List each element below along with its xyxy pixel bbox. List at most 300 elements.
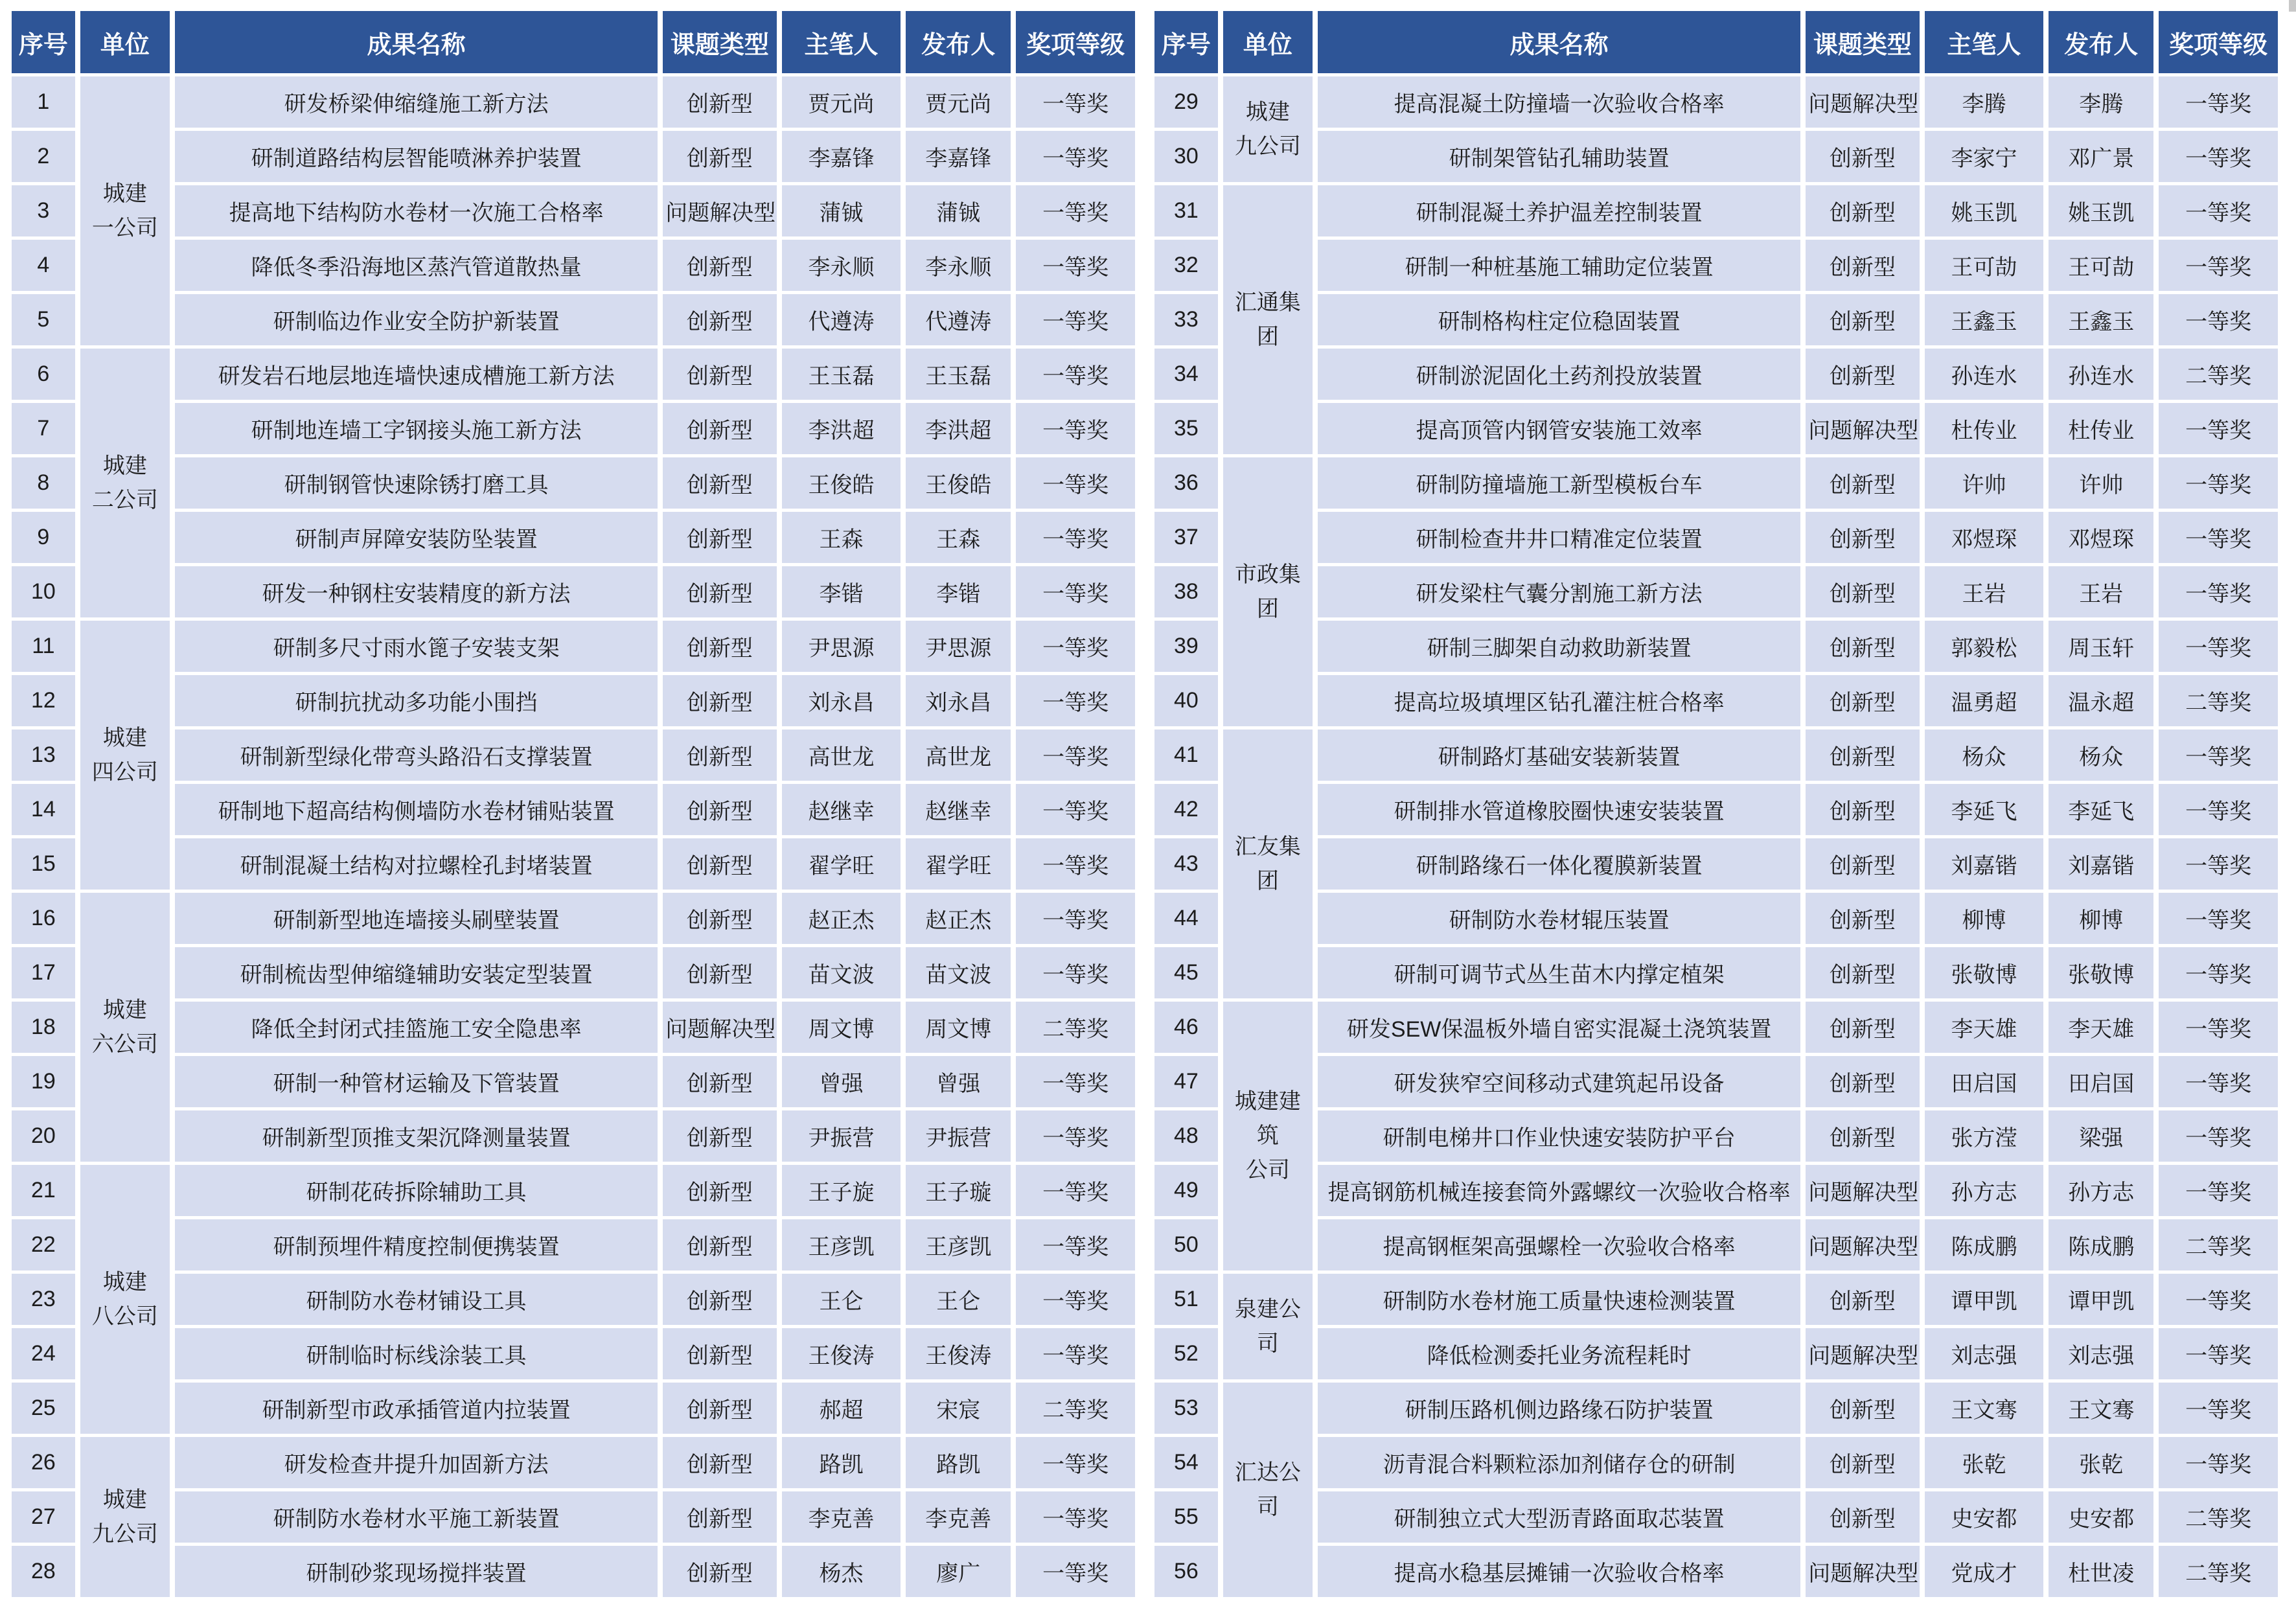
award-cell: 一等奖 bbox=[1016, 675, 1135, 726]
row-number-cell: 38 bbox=[1154, 566, 1218, 617]
topic-type-cell: 创新型 bbox=[663, 1383, 776, 1434]
publisher-cell: 张敬博 bbox=[2049, 947, 2153, 998]
unit-cell: 城建 九公司 bbox=[1223, 76, 1313, 182]
achievement-name-cell: 研制排水管道橡胶圈快速安装装置 bbox=[1318, 784, 1800, 835]
publisher-cell: 王子璇 bbox=[906, 1165, 1011, 1216]
table-row bbox=[1154, 131, 2278, 182]
achievement-name-cell: 研制花砖拆除辅助工具 bbox=[175, 1165, 658, 1216]
achievement-name-cell: 研制防水卷材辊压装置 bbox=[1318, 893, 1800, 944]
achievement-name-cell: 研制地连墙工字钢接头施工新方法 bbox=[175, 403, 658, 454]
achievement-name-cell: 提高混凝土防撞墙一次验收合格率 bbox=[1318, 76, 1800, 128]
table-row bbox=[1154, 457, 2278, 509]
publisher-cell: 谭甲凯 bbox=[2049, 1274, 2153, 1325]
award-cell: 一等奖 bbox=[1016, 1110, 1135, 1162]
topic-type-cell: 创新型 bbox=[663, 512, 776, 563]
publisher-cell: 尹思源 bbox=[906, 621, 1011, 672]
author-cell: 杨众 bbox=[1925, 730, 2044, 781]
table-row bbox=[12, 240, 1135, 291]
table-row bbox=[12, 1274, 1135, 1325]
author-cell: 许帅 bbox=[1925, 457, 2044, 509]
achievement-name-cell: 研制梳齿型伸缩缝辅助安装定型装置 bbox=[175, 947, 658, 998]
award-cell: 一等奖 bbox=[1016, 1437, 1135, 1488]
topic-type-cell: 创新型 bbox=[1806, 1383, 1919, 1434]
publisher-cell: 田启国 bbox=[2049, 1056, 2153, 1107]
table-row bbox=[12, 349, 1135, 400]
topic-type-cell: 创新型 bbox=[663, 1328, 776, 1379]
row-number-cell: 34 bbox=[1154, 349, 1218, 400]
publisher-cell: 王鑫玉 bbox=[2049, 294, 2153, 345]
table-row bbox=[12, 1165, 1135, 1216]
author-cell: 杨杰 bbox=[782, 1546, 901, 1597]
achievement-name-cell: 研制新型地连墙接头刷壁装置 bbox=[175, 893, 658, 944]
publisher-cell: 邓广景 bbox=[2049, 131, 2153, 182]
table-row bbox=[12, 566, 1135, 617]
award-cell: 一等奖 bbox=[2159, 1274, 2278, 1325]
award-cell: 一等奖 bbox=[2159, 294, 2278, 345]
author-cell: 李锴 bbox=[782, 566, 901, 617]
achievement-name-cell: 研制防撞墙施工新型模板台车 bbox=[1318, 457, 1800, 509]
achievement-name-cell: 研制新型绿化带弯头路沿石支撑装置 bbox=[175, 730, 658, 781]
row-number-cell: 37 bbox=[1154, 512, 1218, 563]
achievement-name-cell: 研发一种钢柱安装精度的新方法 bbox=[175, 566, 658, 617]
table-row bbox=[12, 947, 1135, 998]
topic-type-cell: 创新型 bbox=[663, 1437, 776, 1488]
achievement-name-cell: 研制压路机侧边路缘石防护装置 bbox=[1318, 1383, 1800, 1434]
table-row bbox=[12, 512, 1135, 563]
table-row bbox=[1154, 1165, 2278, 1216]
topic-type-cell: 创新型 bbox=[1806, 1491, 1919, 1543]
author-cell: 李永顺 bbox=[782, 240, 901, 291]
publisher-cell: 李腾 bbox=[2049, 76, 2153, 128]
row-number-cell: 36 bbox=[1154, 457, 1218, 509]
topic-type-cell: 问题解决型 bbox=[1806, 1546, 1919, 1597]
author-cell: 田启国 bbox=[1925, 1056, 2044, 1107]
row-number-cell: 32 bbox=[1154, 240, 1218, 291]
unit-cell: 城建建筑 公司 bbox=[1223, 1002, 1313, 1270]
achievement-name-cell: 提高垃圾填埋区钻孔灌注桩合格率 bbox=[1318, 675, 1800, 726]
achievement-name-cell: 研制道路结构层智能喷淋养护装置 bbox=[175, 131, 658, 182]
achievement-name-cell: 提高钢框架高强螺栓一次验收合格率 bbox=[1318, 1219, 1800, 1270]
publisher-cell: 王俊涛 bbox=[906, 1328, 1011, 1379]
topic-type-cell: 创新型 bbox=[1806, 838, 1919, 890]
table-row bbox=[1154, 403, 2278, 454]
window-edge-artifact bbox=[2289, 0, 2296, 12]
topic-type-cell: 创新型 bbox=[1806, 240, 1919, 291]
author-cell: 路凯 bbox=[782, 1437, 901, 1488]
table-row bbox=[1154, 675, 2278, 726]
author-cell: 王子旋 bbox=[782, 1165, 901, 1216]
award-cell: 二等奖 bbox=[2159, 1219, 2278, 1270]
topic-type-cell: 创新型 bbox=[663, 784, 776, 835]
achievement-name-cell: 研制三脚架自动救助新装置 bbox=[1318, 621, 1800, 672]
topic-type-cell: 创新型 bbox=[663, 1274, 776, 1325]
row-number-cell: 24 bbox=[12, 1328, 75, 1379]
achievement-name-cell: 提高顶管内钢管安装施工效率 bbox=[1318, 403, 1800, 454]
topic-type-cell: 创新型 bbox=[1806, 947, 1919, 998]
results-table-right bbox=[1149, 8, 2283, 1600]
achievement-name-cell: 研制路缘石一体化覆膜新装置 bbox=[1318, 838, 1800, 890]
achievement-name-cell: 研制一种桩基施工辅助定位装置 bbox=[1318, 240, 1800, 291]
achievement-name-cell: 研制声屏障安装防坠装置 bbox=[175, 512, 658, 563]
table-row bbox=[1154, 621, 2278, 672]
row-number-cell: 40 bbox=[1154, 675, 1218, 726]
table-row bbox=[1154, 566, 2278, 617]
author-cell: 谭甲凯 bbox=[1925, 1274, 2044, 1325]
publisher-cell: 蒲铖 bbox=[906, 185, 1011, 236]
achievement-name-cell: 降低全封闭式挂篮施工安全隐患率 bbox=[175, 1002, 658, 1053]
award-cell: 一等奖 bbox=[1016, 730, 1135, 781]
publisher-cell: 邓煜琛 bbox=[2049, 512, 2153, 563]
unit-cell: 泉建公司 bbox=[1223, 1274, 1313, 1379]
table-row bbox=[1154, 784, 2278, 835]
achievement-name-cell: 降低检测委托业务流程耗时 bbox=[1318, 1328, 1800, 1379]
publisher-cell: 翟学旺 bbox=[906, 838, 1011, 890]
unit-cell: 汇通集团 bbox=[1223, 185, 1313, 454]
table-row bbox=[1154, 76, 2278, 128]
row-number-cell: 11 bbox=[12, 621, 75, 672]
topic-type-cell: 创新型 bbox=[1806, 457, 1919, 509]
author-cell: 尹思源 bbox=[782, 621, 901, 672]
table-row bbox=[1154, 1002, 2278, 1053]
column-header: 单位 bbox=[1223, 11, 1313, 73]
table-row bbox=[12, 1056, 1135, 1107]
author-cell: 尹振营 bbox=[782, 1110, 901, 1162]
row-number-cell: 56 bbox=[1154, 1546, 1218, 1597]
publisher-cell: 曾强 bbox=[906, 1056, 1011, 1107]
award-cell: 二等奖 bbox=[2159, 675, 2278, 726]
author-cell: 张敬博 bbox=[1925, 947, 2044, 998]
row-number-cell: 15 bbox=[12, 838, 75, 890]
publisher-cell: 李嘉锋 bbox=[906, 131, 1011, 182]
author-cell: 柳博 bbox=[1925, 893, 2044, 944]
publisher-cell: 廖广 bbox=[906, 1546, 1011, 1597]
award-cell: 一等奖 bbox=[1016, 185, 1135, 236]
topic-type-cell: 创新型 bbox=[663, 838, 776, 890]
publisher-cell: 许帅 bbox=[2049, 457, 2153, 509]
unit-cell: 城建 一公司 bbox=[80, 76, 170, 345]
column-header: 成果名称 bbox=[1318, 11, 1800, 73]
achievement-name-cell: 研制临边作业安全防护新装置 bbox=[175, 294, 658, 345]
row-number-cell: 30 bbox=[1154, 131, 1218, 182]
topic-type-cell: 创新型 bbox=[1806, 784, 1919, 835]
publisher-cell: 姚玉凯 bbox=[2049, 185, 2153, 236]
achievement-name-cell: 研制防水卷材水平施工新装置 bbox=[175, 1491, 658, 1543]
column-header: 奖项等级 bbox=[2159, 11, 2278, 73]
row-number-cell: 41 bbox=[1154, 730, 1218, 781]
author-cell: 孙方志 bbox=[1925, 1165, 2044, 1216]
award-cell: 一等奖 bbox=[2159, 784, 2278, 835]
column-header: 发布人 bbox=[906, 11, 1011, 73]
award-cell: 一等奖 bbox=[1016, 784, 1135, 835]
topic-type-cell: 创新型 bbox=[1806, 1437, 1919, 1488]
unit-cell: 城建 九公司 bbox=[80, 1437, 170, 1597]
table-row bbox=[1154, 893, 2278, 944]
achievement-name-cell: 研制新型顶推支架沉降测量装置 bbox=[175, 1110, 658, 1162]
author-cell: 王文骞 bbox=[1925, 1383, 2044, 1434]
row-number-cell: 9 bbox=[12, 512, 75, 563]
table-row bbox=[1154, 730, 2278, 781]
row-number-cell: 51 bbox=[1154, 1274, 1218, 1325]
author-cell: 李家宁 bbox=[1925, 131, 2044, 182]
publisher-cell: 孙方志 bbox=[2049, 1165, 2153, 1216]
table-row bbox=[1154, 240, 2278, 291]
row-number-cell: 19 bbox=[12, 1056, 75, 1107]
publisher-cell: 周文博 bbox=[906, 1002, 1011, 1053]
row-number-cell: 53 bbox=[1154, 1383, 1218, 1434]
achievement-name-cell: 研发桥梁伸缩缝施工新方法 bbox=[175, 76, 658, 128]
row-number-cell: 23 bbox=[12, 1274, 75, 1325]
topic-type-cell: 创新型 bbox=[663, 403, 776, 454]
table-row bbox=[12, 621, 1135, 672]
row-number-cell: 33 bbox=[1154, 294, 1218, 345]
award-cell: 一等奖 bbox=[2159, 566, 2278, 617]
achievement-name-cell: 研制路灯基础安装新装置 bbox=[1318, 730, 1800, 781]
tables-container bbox=[6, 8, 2283, 1600]
unit-cell: 城建 二公司 bbox=[80, 349, 170, 617]
topic-type-cell: 问题解决型 bbox=[1806, 403, 1919, 454]
publisher-cell: 王玉磊 bbox=[906, 349, 1011, 400]
achievement-name-cell: 研制地下超高结构侧墙防水卷材铺贴装置 bbox=[175, 784, 658, 835]
table-row bbox=[12, 1546, 1135, 1597]
column-header: 序号 bbox=[1154, 11, 1218, 73]
author-cell: 周文博 bbox=[782, 1002, 901, 1053]
achievement-name-cell: 研制架管钻孔辅助装置 bbox=[1318, 131, 1800, 182]
achievement-name-cell: 研制可调节式丛生苗木内撑定植架 bbox=[1318, 947, 1800, 998]
header-row bbox=[12, 11, 1135, 73]
topic-type-cell: 创新型 bbox=[663, 1546, 776, 1597]
publisher-cell: 王岩 bbox=[2049, 566, 2153, 617]
table-row bbox=[12, 1383, 1135, 1434]
row-number-cell: 8 bbox=[12, 457, 75, 509]
row-number-cell: 31 bbox=[1154, 185, 1218, 236]
publisher-cell: 代遵涛 bbox=[906, 294, 1011, 345]
table-row bbox=[12, 185, 1135, 236]
row-number-cell: 35 bbox=[1154, 403, 1218, 454]
column-header: 序号 bbox=[12, 11, 75, 73]
column-header: 成果名称 bbox=[175, 11, 658, 73]
author-cell: 李天雄 bbox=[1925, 1002, 2044, 1053]
row-number-cell: 13 bbox=[12, 730, 75, 781]
table-row bbox=[12, 294, 1135, 345]
award-cell: 一等奖 bbox=[1016, 1491, 1135, 1543]
topic-type-cell: 创新型 bbox=[1806, 730, 1919, 781]
publisher-cell: 路凯 bbox=[906, 1437, 1011, 1488]
row-number-cell: 18 bbox=[12, 1002, 75, 1053]
author-cell: 赵继幸 bbox=[782, 784, 901, 835]
award-cell: 一等奖 bbox=[2159, 1165, 2278, 1216]
author-cell: 赵正杰 bbox=[782, 893, 901, 944]
achievement-name-cell: 研发SEW保温板外墙自密实混凝土浇筑装置 bbox=[1318, 1002, 1800, 1053]
topic-type-cell: 问题解决型 bbox=[1806, 76, 1919, 128]
table-row bbox=[1154, 1056, 2278, 1107]
award-cell: 一等奖 bbox=[1016, 566, 1135, 617]
publisher-cell: 刘永昌 bbox=[906, 675, 1011, 726]
award-cell: 一等奖 bbox=[2159, 621, 2278, 672]
publisher-cell: 刘志强 bbox=[2049, 1328, 2153, 1379]
achievement-name-cell: 研发岩石地层地连墙快速成槽施工新方法 bbox=[175, 349, 658, 400]
award-cell: 一等奖 bbox=[2159, 947, 2278, 998]
publisher-cell: 张乾 bbox=[2049, 1437, 2153, 1488]
author-cell: 刘永昌 bbox=[782, 675, 901, 726]
achievement-name-cell: 研制新型市政承插管道内拉装置 bbox=[175, 1383, 658, 1434]
unit-cell: 市政集团 bbox=[1223, 457, 1313, 726]
column-header: 单位 bbox=[80, 11, 170, 73]
award-cell: 一等奖 bbox=[2159, 131, 2278, 182]
table-row bbox=[1154, 1110, 2278, 1162]
author-cell: 王森 bbox=[782, 512, 901, 563]
award-cell: 一等奖 bbox=[2159, 838, 2278, 890]
publisher-cell: 周玉轩 bbox=[2049, 621, 2153, 672]
achievement-name-cell: 研制抗扰动多功能小围挡 bbox=[175, 675, 658, 726]
table-row bbox=[12, 131, 1135, 182]
topic-type-cell: 创新型 bbox=[1806, 1274, 1919, 1325]
achievement-name-cell: 研制独立式大型沥青路面取芯装置 bbox=[1318, 1491, 1800, 1543]
table-row bbox=[1154, 512, 2278, 563]
column-header: 发布人 bbox=[2049, 11, 2153, 73]
topic-type-cell: 创新型 bbox=[1806, 893, 1919, 944]
row-number-cell: 12 bbox=[12, 675, 75, 726]
table-row bbox=[12, 675, 1135, 726]
topic-type-cell: 创新型 bbox=[1806, 185, 1919, 236]
column-header: 主笔人 bbox=[782, 11, 901, 73]
author-cell: 史安都 bbox=[1925, 1491, 2044, 1543]
publisher-cell: 赵继幸 bbox=[906, 784, 1011, 835]
column-header: 课题类型 bbox=[663, 11, 776, 73]
award-cell: 一等奖 bbox=[2159, 1110, 2278, 1162]
author-cell: 李腾 bbox=[1925, 76, 2044, 128]
award-cell: 一等奖 bbox=[2159, 403, 2278, 454]
row-number-cell: 46 bbox=[1154, 1002, 1218, 1053]
award-cell: 一等奖 bbox=[2159, 76, 2278, 128]
award-cell: 一等奖 bbox=[1016, 131, 1135, 182]
publisher-cell: 尹振营 bbox=[906, 1110, 1011, 1162]
topic-type-cell: 创新型 bbox=[663, 947, 776, 998]
table-row bbox=[12, 1002, 1135, 1053]
award-cell: 二等奖 bbox=[1016, 1383, 1135, 1434]
topic-type-cell: 创新型 bbox=[663, 1491, 776, 1543]
row-number-cell: 39 bbox=[1154, 621, 1218, 672]
author-cell: 李嘉锋 bbox=[782, 131, 901, 182]
table-row bbox=[1154, 1328, 2278, 1379]
unit-cell: 城建 六公司 bbox=[80, 893, 170, 1162]
row-number-cell: 55 bbox=[1154, 1491, 1218, 1543]
publisher-cell: 杜世凌 bbox=[2049, 1546, 2153, 1597]
award-cell: 二等奖 bbox=[2159, 349, 2278, 400]
table-row bbox=[1154, 1437, 2278, 1488]
topic-type-cell: 创新型 bbox=[1806, 1056, 1919, 1107]
award-cell: 一等奖 bbox=[1016, 893, 1135, 944]
award-cell: 一等奖 bbox=[1016, 1165, 1135, 1216]
award-cell: 一等奖 bbox=[2159, 1002, 2278, 1053]
topic-type-cell: 问题解决型 bbox=[663, 1002, 776, 1053]
award-cell: 一等奖 bbox=[2159, 730, 2278, 781]
row-number-cell: 49 bbox=[1154, 1165, 1218, 1216]
author-cell: 曾强 bbox=[782, 1056, 901, 1107]
publisher-cell: 李永顺 bbox=[906, 240, 1011, 291]
award-cell: 一等奖 bbox=[1016, 457, 1135, 509]
row-number-cell: 42 bbox=[1154, 784, 1218, 835]
author-cell: 王彦凯 bbox=[782, 1219, 901, 1270]
author-cell: 刘嘉锴 bbox=[1925, 838, 2044, 890]
award-cell: 一等奖 bbox=[1016, 947, 1135, 998]
row-number-cell: 10 bbox=[12, 566, 75, 617]
unit-cell: 城建 四公司 bbox=[80, 621, 170, 890]
publisher-cell: 梁强 bbox=[2049, 1110, 2153, 1162]
award-cell: 一等奖 bbox=[2159, 1437, 2278, 1488]
award-cell: 一等奖 bbox=[2159, 457, 2278, 509]
publisher-cell: 刘嘉锴 bbox=[2049, 838, 2153, 890]
publisher-cell: 杜传业 bbox=[2049, 403, 2153, 454]
achievement-name-cell: 研制多尺寸雨水篦子安装支架 bbox=[175, 621, 658, 672]
table-row bbox=[1154, 838, 2278, 890]
topic-type-cell: 创新型 bbox=[663, 730, 776, 781]
row-number-cell: 29 bbox=[1154, 76, 1218, 128]
topic-type-cell: 创新型 bbox=[1806, 512, 1919, 563]
author-cell: 王仑 bbox=[782, 1274, 901, 1325]
row-number-cell: 28 bbox=[12, 1546, 75, 1597]
topic-type-cell: 创新型 bbox=[1806, 1110, 1919, 1162]
award-cell: 一等奖 bbox=[1016, 403, 1135, 454]
author-cell: 高世龙 bbox=[782, 730, 901, 781]
row-number-cell: 50 bbox=[1154, 1219, 1218, 1270]
topic-type-cell: 创新型 bbox=[1806, 1002, 1919, 1053]
achievement-name-cell: 研制一种管材运输及下管装置 bbox=[175, 1056, 658, 1107]
award-cell: 二等奖 bbox=[2159, 1546, 2278, 1597]
achievement-name-cell: 降低冬季沿海地区蒸汽管道散热量 bbox=[175, 240, 658, 291]
award-cell: 一等奖 bbox=[1016, 1219, 1135, 1270]
row-number-cell: 2 bbox=[12, 131, 75, 182]
topic-type-cell: 创新型 bbox=[663, 1165, 776, 1216]
topic-type-cell: 创新型 bbox=[663, 893, 776, 944]
publisher-cell: 赵正杰 bbox=[906, 893, 1011, 944]
table-row bbox=[1154, 1383, 2278, 1434]
author-cell: 杜传业 bbox=[1925, 403, 2044, 454]
achievement-name-cell: 提高钢筋机械连接套筒外露螺纹一次验收合格率 bbox=[1318, 1165, 1800, 1216]
row-number-cell: 26 bbox=[12, 1437, 75, 1488]
column-header: 奖项等级 bbox=[1016, 11, 1135, 73]
topic-type-cell: 创新型 bbox=[663, 76, 776, 128]
publisher-cell: 宋宸 bbox=[906, 1383, 1011, 1434]
topic-type-cell: 创新型 bbox=[663, 566, 776, 617]
table-row bbox=[12, 1219, 1135, 1270]
author-cell: 郝超 bbox=[782, 1383, 901, 1434]
publisher-cell: 贾元尚 bbox=[906, 76, 1011, 128]
table-row bbox=[1154, 185, 2278, 236]
topic-type-cell: 创新型 bbox=[663, 1056, 776, 1107]
publisher-cell: 王俊皓 bbox=[906, 457, 1011, 509]
award-cell: 一等奖 bbox=[2159, 1383, 2278, 1434]
achievement-name-cell: 研发检查井提升加固新方法 bbox=[175, 1437, 658, 1488]
achievement-name-cell: 研制砂浆现场搅拌装置 bbox=[175, 1546, 658, 1597]
achievement-name-cell: 研制防水卷材施工质量快速检测装置 bbox=[1318, 1274, 1800, 1325]
author-cell: 姚玉凯 bbox=[1925, 185, 2044, 236]
author-cell: 王俊涛 bbox=[782, 1328, 901, 1379]
author-cell: 张乾 bbox=[1925, 1437, 2044, 1488]
row-number-cell: 14 bbox=[12, 784, 75, 835]
row-number-cell: 1 bbox=[12, 76, 75, 128]
table-row bbox=[12, 1437, 1135, 1488]
table-row bbox=[1154, 1546, 2278, 1597]
author-cell: 李克善 bbox=[782, 1491, 901, 1543]
author-cell: 翟学旺 bbox=[782, 838, 901, 890]
row-number-cell: 6 bbox=[12, 349, 75, 400]
row-number-cell: 4 bbox=[12, 240, 75, 291]
table-row bbox=[12, 1491, 1135, 1543]
achievement-name-cell: 研发狭窄空间移动式建筑起吊设备 bbox=[1318, 1056, 1800, 1107]
award-cell: 二等奖 bbox=[2159, 1491, 2278, 1543]
publisher-cell: 李延飞 bbox=[2049, 784, 2153, 835]
award-cell: 一等奖 bbox=[2159, 185, 2278, 236]
